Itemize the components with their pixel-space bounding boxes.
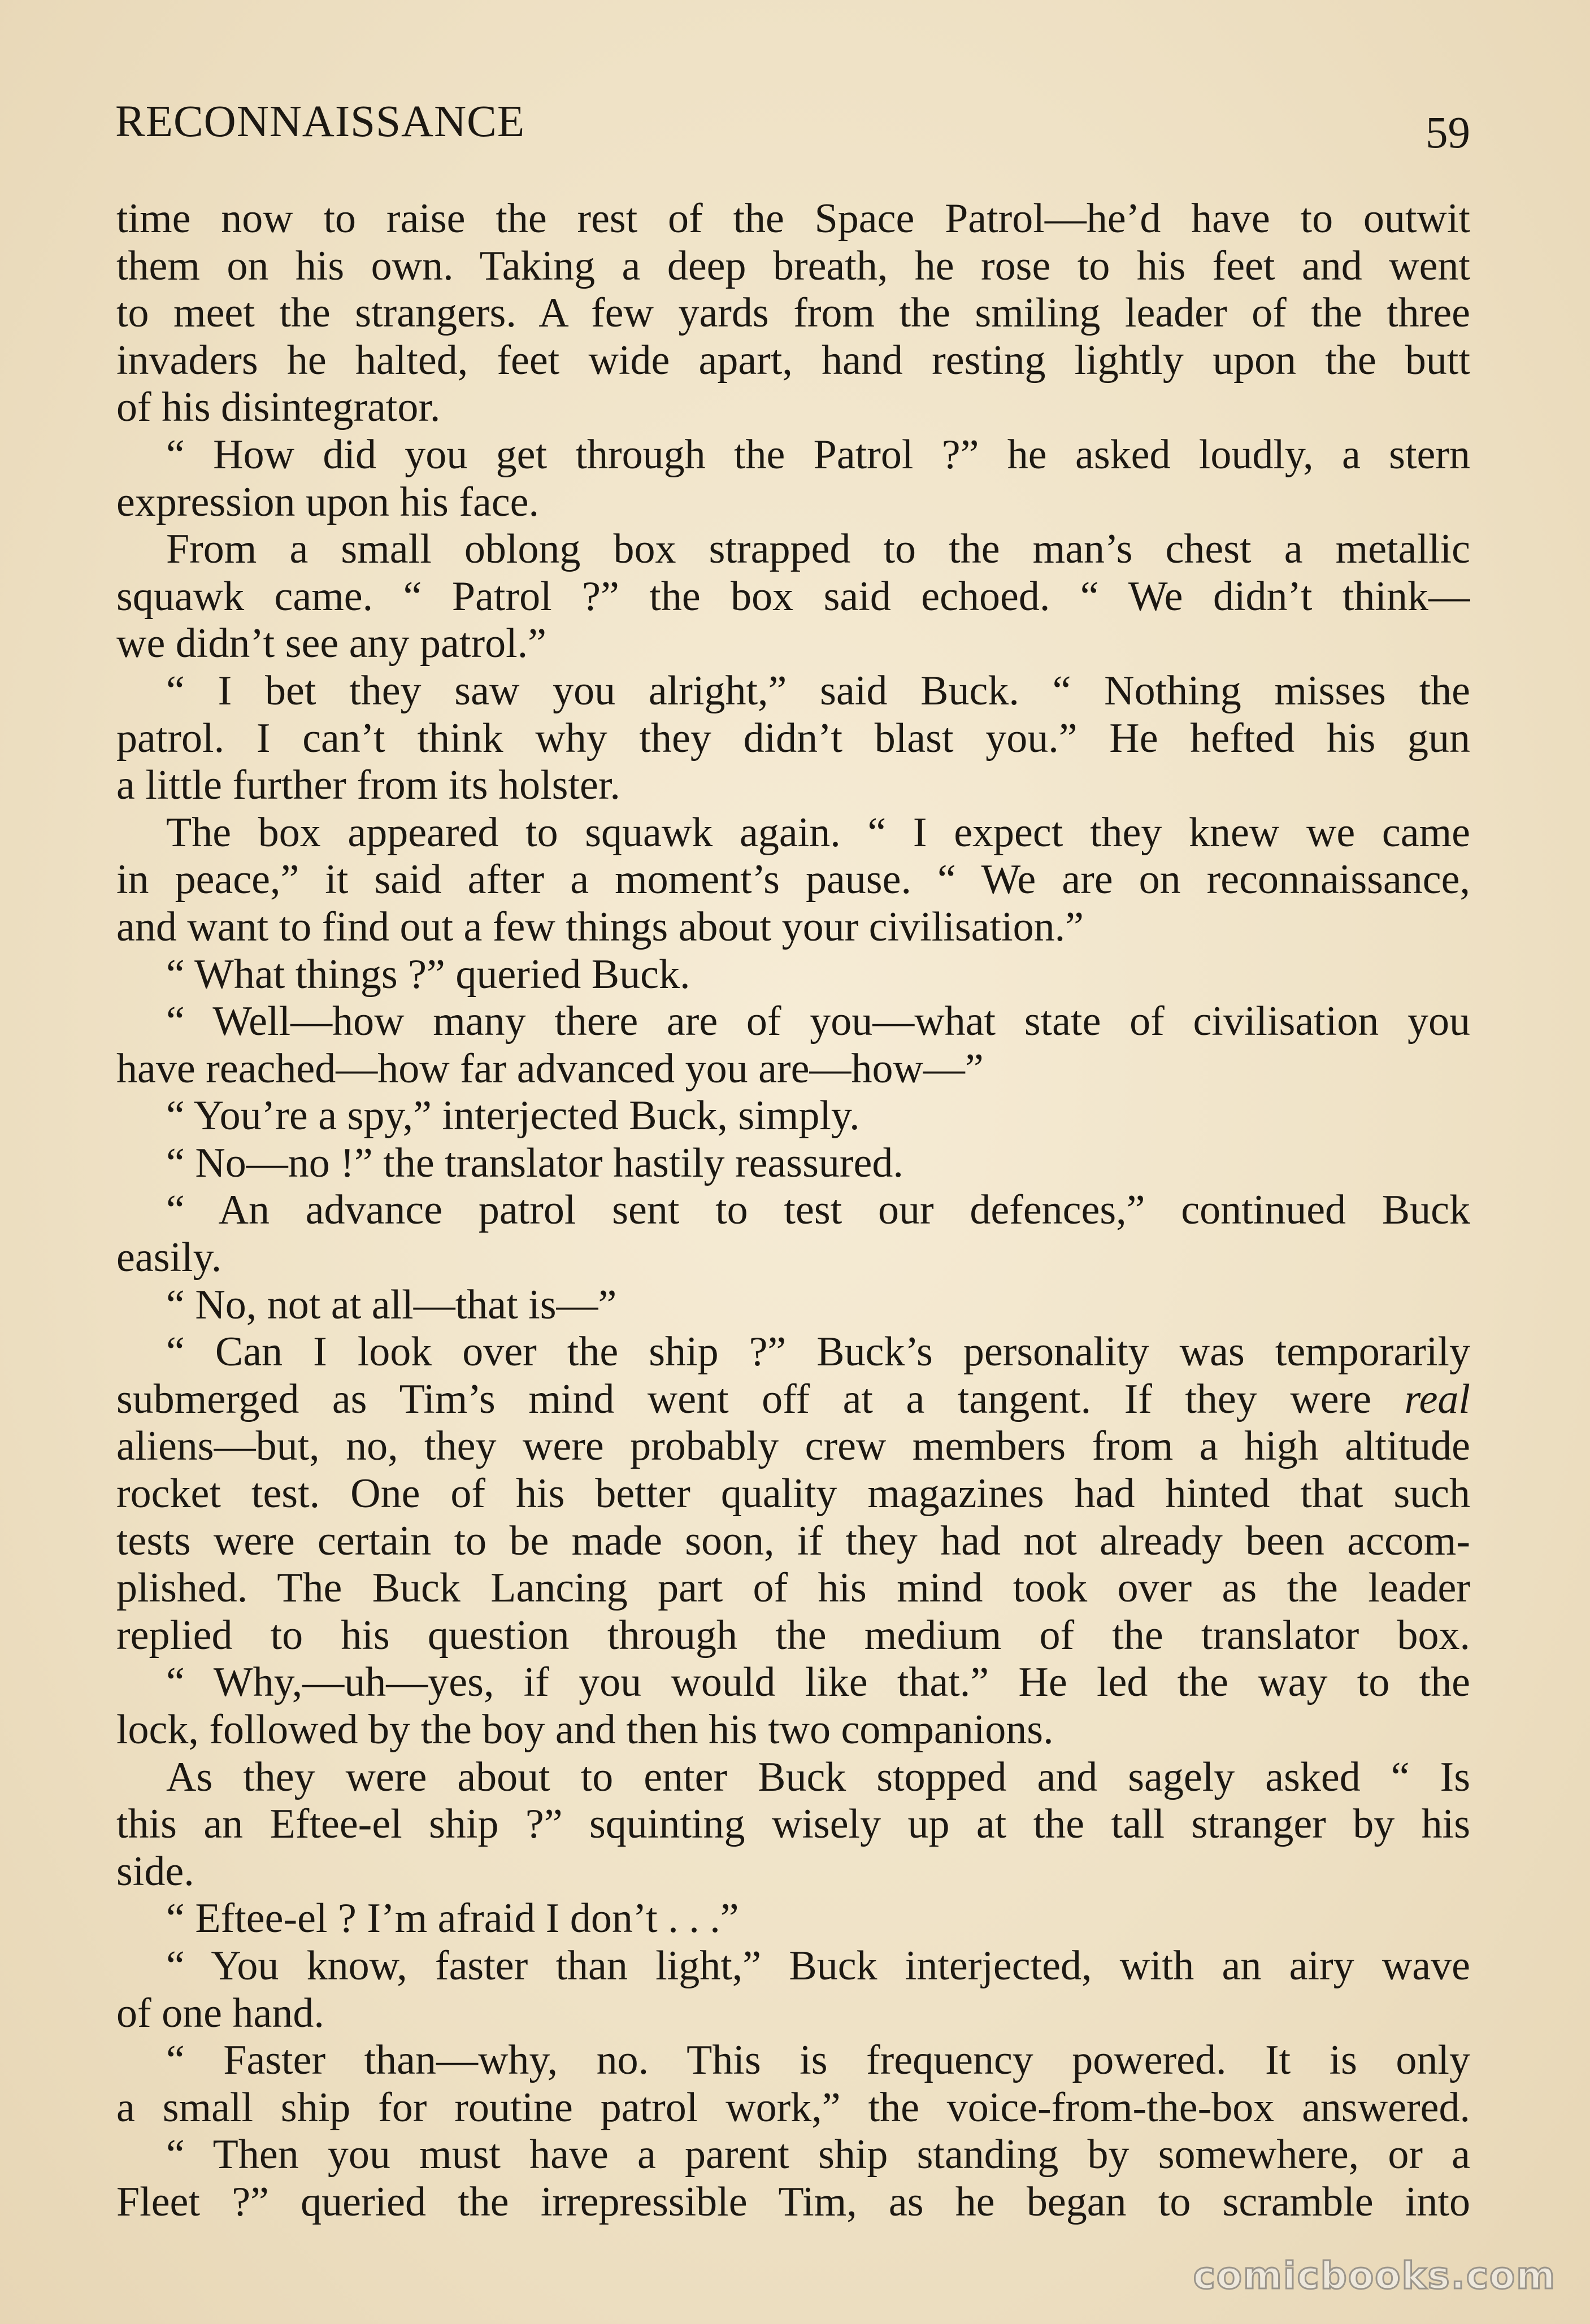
text-line: “ An advance patrol sent to test our defences,” continued Buck: [166, 1187, 1470, 1234]
body-text: [116, 195, 1470, 2226]
text-line: As they were about to enter Buck stopped and sagely asked “ Is: [166, 1753, 1470, 1800]
text-line: of one hand.: [116, 1990, 324, 2036]
text-line: From a small oblong box strapped to the man’s chest a metallic: [166, 526, 1470, 573]
text-line: a small ship for routine patrol work,” the voice-from-the-box answered.: [116, 2084, 1470, 2131]
text-line: replied to his question through the medium of the translator box.: [116, 1612, 1470, 1659]
page-number: 59: [1426, 108, 1470, 158]
text-line: of his disintegrator.: [116, 384, 441, 431]
text-line: submerged as Tim’s mind went off at a tangent. If they were real: [116, 1376, 1470, 1422]
text-line: “ Faster than—why, no. This is frequency powered. It is only: [166, 2037, 1470, 2084]
text-line: side.: [116, 1848, 194, 1895]
text-line: “ Can I look over the ship ?” Buck’s personality was temporarily: [166, 1329, 1470, 1376]
text-line: “ What things ?” queried Buck.: [166, 951, 690, 998]
text-line: “ How did you get through the Patrol ?” he asked loudly, a stern: [166, 431, 1470, 478]
text-line: expression upon his face.: [116, 478, 540, 525]
text-line: “ Well—how many there are of you—what state of civilisation you: [166, 998, 1470, 1045]
text-line: have reached—how far advanced you are—how—”: [116, 1045, 984, 1092]
text-line: aliens—but, no, they were probably crew members from a high altitude: [116, 1423, 1470, 1470]
text-line: time now to raise the rest of the Space Patrol—he’d have to outwit: [116, 195, 1470, 242]
text-line: this an Eftee-el ship ?” squinting wisely up at the tall stranger by his: [116, 1801, 1470, 1848]
text-line: to meet the strangers. A few yards from the smiling leader of the three: [116, 290, 1470, 337]
text-line: invaders he halted, feet wide apart, hand resting lightly upon the butt: [116, 337, 1470, 384]
text-line: plished. The Buck Lancing part of his mind took over as the leader: [116, 1565, 1470, 1612]
text-line: them on his own. Taking a deep breath, he rose to his feet and went: [116, 242, 1470, 289]
text-line: “ You’re a spy,” interjected Buck, simply.: [166, 1093, 860, 1139]
text-line: squawk came. “ Patrol ?” the box said echoed. “ We didn’t think—: [116, 573, 1470, 620]
text-line: in peace,” it said after a moment’s pause. “ We are on reconnaissance,: [116, 856, 1470, 903]
text-line: patrol. I can’t think why they didn’t blast you.” He hefted his gun: [116, 715, 1470, 761]
text-line: rocket test. One of his better quality magazines had hinted that such: [116, 1470, 1470, 1517]
text-line: “ You know, faster than light,” Buck interjected, with an airy wave: [166, 1942, 1470, 1989]
text-line: tests were certain to be made soon, if they had not already been accom-: [116, 1517, 1470, 1564]
watermark: comicbooks.com: [1193, 2254, 1556, 2297]
text-line: “ I bet they saw you alright,” said Buck. “ Nothing misses the: [166, 667, 1470, 714]
text-line: Fleet ?” queried the irrepressible Tim, as he began to scramble into: [116, 2178, 1470, 2225]
text-line: lock, followed by the boy and then his two companions.: [116, 1707, 1054, 1753]
text-line: “ No, not at all—that is—”: [166, 1281, 617, 1328]
text-line: “ Why,—uh—yes, if you would like that.” He led the way to the: [166, 1659, 1470, 1706]
emphasis-word: real: [1404, 1376, 1470, 1422]
text-line: “ No—no !” the translator hastily reassured.: [166, 1139, 903, 1186]
text-line: a little further from its holster.: [116, 762, 620, 809]
text-line: and want to find out a few things about your civilisation.”: [116, 903, 1084, 950]
text-line: we didn’t see any patrol.”: [116, 620, 546, 667]
running-head: RECONNAISSANCE: [115, 97, 525, 146]
text-line: easily.: [116, 1234, 222, 1281]
text-line: “ Then you must have a parent ship standing by somewhere, or a: [166, 2131, 1470, 2178]
text-line: The box appeared to squawk again. “ I expect they knew we came: [166, 809, 1470, 856]
text-line: “ Eftee-el ? I’m afraid I don’t . . .”: [166, 1895, 739, 1942]
